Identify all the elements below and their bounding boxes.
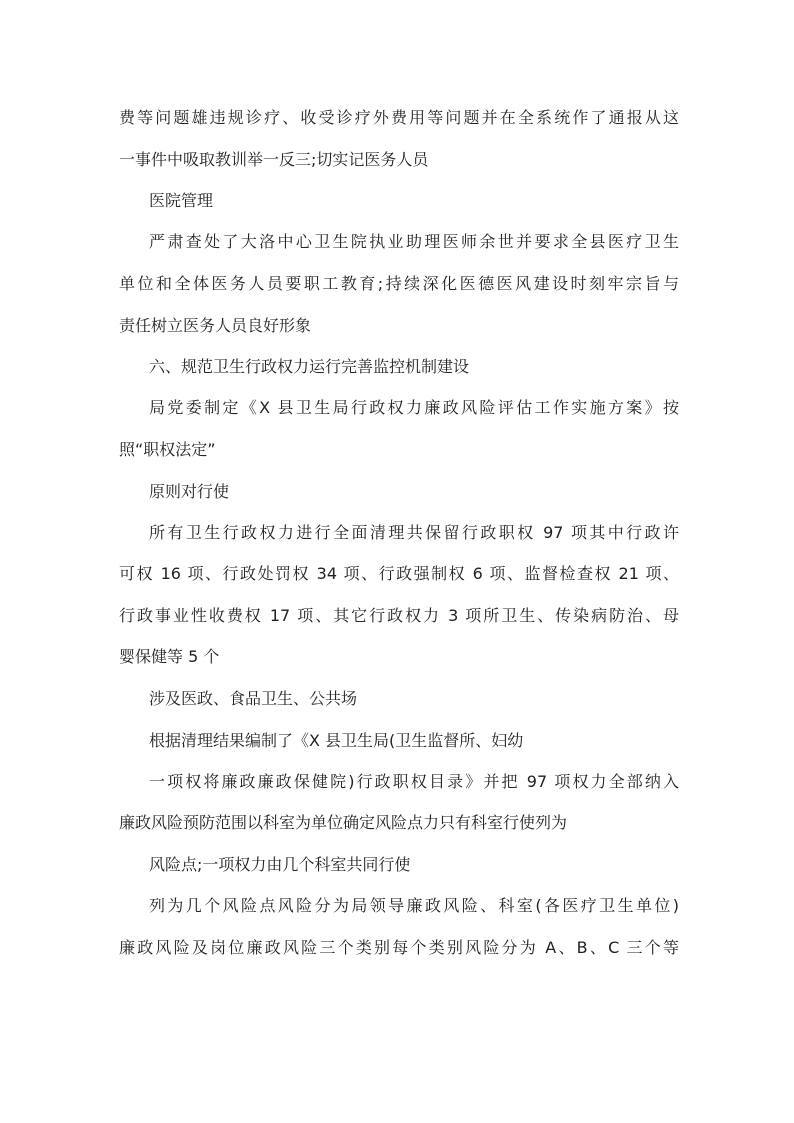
paragraph-line: 行政事业性收费权 17 项、其它行政权力 3 项所卫生、传染病防治、母 [119, 606, 679, 625]
section-heading: 六、规范卫生行政权力运行完善监控机制建设 [149, 357, 470, 376]
paragraph-line: 廉政风险预防范围以科室为单位确定风险点力只有科室行使列为 [119, 813, 568, 832]
paragraph-line: 风险点;一项权力由几个科室共同行使 [149, 855, 411, 874]
paragraph-line: 一项权将廉政廉政保健院)行政职权目录》并把 97 项权力全部纳入 [149, 772, 679, 791]
paragraph-line: 可权 16 项、行政处罚权 34 项、行政强制权 6 项、监督检查权 21 项、 [119, 564, 679, 583]
paragraph-line: 责任树立医务人员良好形象 [119, 316, 312, 335]
paragraph-line: 单位和全体医务人员要职工教育;持续深化医德医风建设时刻牢宗旨与 [119, 274, 679, 293]
paragraph-line: 严肃查处了大洛中心卫生院执业助理医师余世并要求全县医疗卫生 [149, 232, 679, 251]
paragraph-line: 所有卫生行政权力进行全面清理共保留行政职权 97 项其中行政许 [149, 523, 679, 542]
paragraph-line: 原则对行使 [149, 482, 230, 501]
paragraph-line: 局党委制定《X 县卫生局行政权力廉政风险评估工作实施方案》按 [149, 398, 679, 417]
paragraph-line: 费等问题雄违规诊疗、收受诊疗外费用等问题并在全系统作了通报从这 [119, 108, 679, 127]
paragraph-line: 廉政风险及岗位廉政风险三个类别每个类别风险分为 A、B、C 三个等 [119, 938, 679, 957]
paragraph-line: 一事件中吸取教训举一反三;切实记医务人员 [119, 150, 429, 169]
paragraph-line: 照“职权法定” [119, 440, 216, 459]
paragraph-line: 婴保健等 5 个 [119, 647, 220, 666]
paragraph-line: 涉及医政、食品卫生、公共场 [149, 689, 358, 708]
paragraph-line: 医院管理 [149, 191, 214, 210]
paragraph-line: 列为几个风险点风险分为局领导廉政风险、科室(各医疗卫生单位) [149, 896, 679, 915]
paragraph-line: 根据清理结果编制了《X 县卫生局(卫生监督所、妇幼 [149, 731, 524, 750]
